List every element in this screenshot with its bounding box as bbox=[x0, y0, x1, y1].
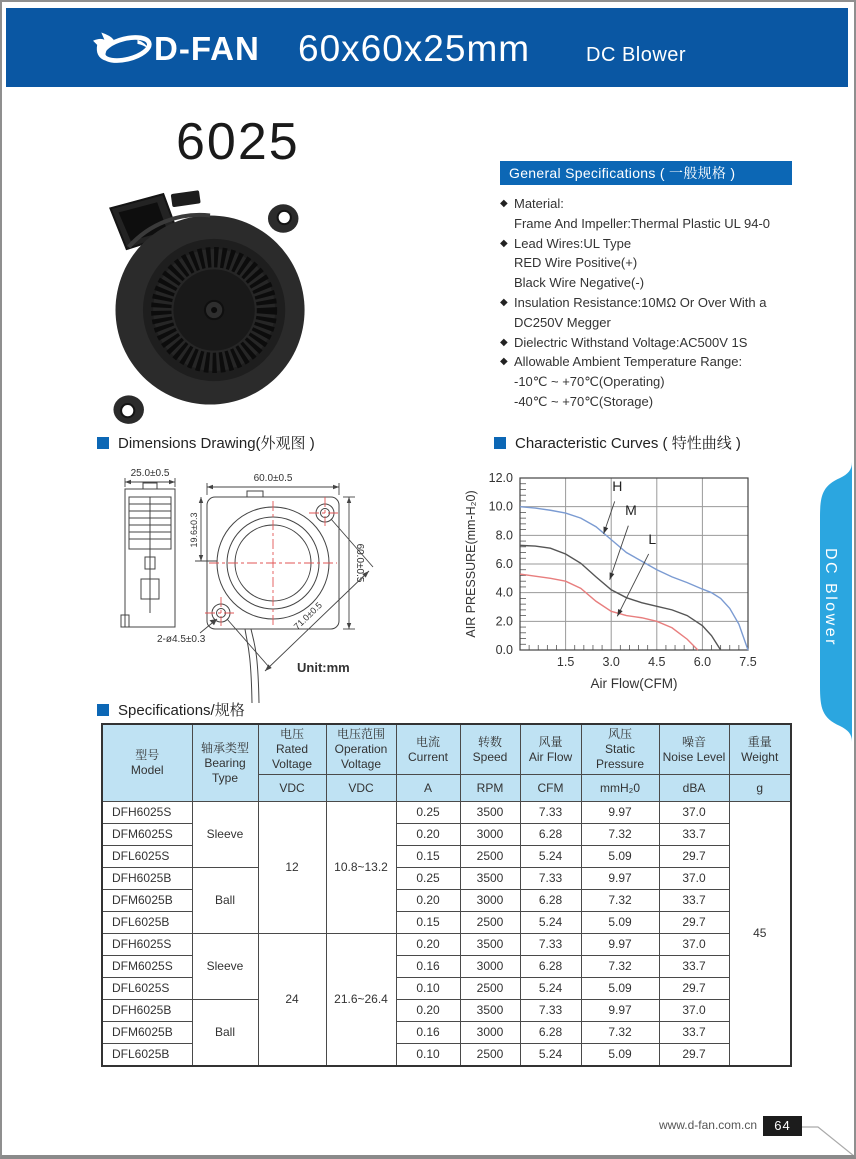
table-cell: DFH6025B bbox=[102, 868, 192, 890]
table-cell: 6.28 bbox=[520, 956, 581, 978]
table-cell: 5.09 bbox=[581, 912, 659, 934]
svg-text:1.5: 1.5 bbox=[556, 655, 575, 669]
dim-front-width: 60.0±0.5 bbox=[253, 473, 293, 484]
table-cell: 37.0 bbox=[659, 868, 729, 890]
col-header-bearing: 轴承类型 Bearing Type bbox=[192, 724, 258, 802]
section-bullet-icon bbox=[494, 437, 506, 449]
svg-text:12.0: 12.0 bbox=[488, 471, 513, 485]
spec-line-indent bbox=[500, 253, 514, 273]
table-cell: DFM6025B bbox=[102, 1022, 192, 1044]
diamond-bullet-icon: ◆ bbox=[500, 356, 508, 368]
general-spec-text: Insulation Resistance:10MΩ Or Over With a bbox=[514, 294, 767, 310]
weight-cell: 45 bbox=[729, 802, 791, 1067]
table-cell: 9.97 bbox=[581, 934, 659, 956]
bearing-cell: Sleeve bbox=[192, 802, 258, 868]
dim-diagonal: 71.0±0.5 bbox=[291, 600, 324, 632]
table-cell: 7.33 bbox=[520, 934, 581, 956]
table-cell: 5.09 bbox=[581, 978, 659, 1000]
section-bullet-icon bbox=[97, 437, 109, 449]
general-specs-list bbox=[500, 194, 792, 412]
unit-airflow: CFM bbox=[520, 775, 581, 802]
col-header-airflow: 风量 Air Flow bbox=[520, 724, 581, 775]
voltage-cell: 12 bbox=[258, 802, 326, 934]
table-cell: 0.16 bbox=[396, 956, 460, 978]
table-cell: 7.32 bbox=[581, 890, 659, 912]
table-cell: DFL6025S bbox=[102, 846, 192, 868]
general-spec-text: Lead Wires:UL Type bbox=[514, 235, 632, 251]
table-cell: DFH6025S bbox=[102, 934, 192, 956]
table-cell: 3500 bbox=[460, 802, 520, 824]
general-spec-line bbox=[500, 293, 792, 313]
product-photo bbox=[108, 186, 308, 432]
table-cell: 3000 bbox=[460, 824, 520, 846]
table-cell: 0.20 bbox=[396, 1000, 460, 1022]
table-cell: 7.33 bbox=[520, 1000, 581, 1022]
general-spec-line bbox=[500, 214, 792, 234]
svg-text:8.0: 8.0 bbox=[495, 528, 513, 543]
section-title-text: Characteristic Curves ( 特性曲线 ) bbox=[515, 435, 741, 452]
general-spec-text: RED Wire Positive(+) bbox=[514, 255, 638, 271]
table-cell: 29.7 bbox=[659, 912, 729, 934]
table-cell: 7.32 bbox=[581, 824, 659, 846]
col-header-speed: 转数 Speed bbox=[460, 724, 520, 775]
svg-text:Air Flow(CFM): Air Flow(CFM) bbox=[590, 676, 678, 691]
dim-front-height: 60.0±0.5 bbox=[354, 543, 365, 583]
general-spec-line bbox=[500, 392, 792, 412]
table-cell: 0.16 bbox=[396, 1022, 460, 1044]
table-cell: 2500 bbox=[460, 1044, 520, 1067]
table-row bbox=[102, 802, 791, 824]
svg-text:L: L bbox=[648, 530, 657, 547]
svg-text:6.0: 6.0 bbox=[495, 557, 513, 571]
table-cell: 3000 bbox=[460, 890, 520, 912]
diamond-bullet-icon: ◆ bbox=[500, 336, 508, 348]
table-cell: 33.7 bbox=[659, 890, 729, 912]
spec-line-indent bbox=[500, 392, 514, 412]
table-cell: 6.28 bbox=[520, 1022, 581, 1044]
header-size-text: 60x60x25mm bbox=[298, 28, 531, 69]
table-row bbox=[102, 868, 791, 890]
general-spec-line bbox=[500, 372, 792, 392]
svg-text:M: M bbox=[625, 502, 637, 519]
table-cell: 0.20 bbox=[396, 824, 460, 846]
table-cell: 0.15 bbox=[396, 912, 460, 934]
bearing-cell: Ball bbox=[192, 868, 258, 934]
bearing-cell: Ball bbox=[192, 1000, 258, 1067]
table-cell: 7.33 bbox=[520, 868, 581, 890]
diamond-bullet-icon: ◆ bbox=[500, 237, 508, 249]
general-spec-text: Material: bbox=[514, 196, 564, 211]
general-spec-line bbox=[500, 352, 792, 372]
brand-name: D-FAN bbox=[154, 30, 260, 67]
svg-text:4.5: 4.5 bbox=[648, 655, 666, 669]
general-spec-text: Dielectric Withstand Voltage:AC500V 1S bbox=[514, 334, 748, 350]
dimensions-drawing bbox=[97, 457, 469, 705]
svg-text:7.5: 7.5 bbox=[739, 655, 757, 669]
table-cell: 0.25 bbox=[396, 868, 460, 890]
spec-table bbox=[101, 723, 792, 1067]
general-spec-text: -10℃ ~ +70℃(Operating) bbox=[514, 374, 665, 390]
general-spec-text: Allowable Ambient Temperature Range: bbox=[514, 354, 743, 370]
table-cell: DFL6025S bbox=[102, 978, 192, 1000]
section-bullet-icon bbox=[97, 704, 109, 716]
page-number-badge: 64 bbox=[763, 1116, 802, 1136]
bearing-cell: Sleeve bbox=[192, 934, 258, 1000]
table-cell: 3000 bbox=[460, 956, 520, 978]
dim-holes: 2-ø4.5±0.3 bbox=[157, 634, 206, 645]
table-cell: DFL6025B bbox=[102, 912, 192, 934]
col-header-static-pressure: 风压 Static Pressure bbox=[581, 724, 659, 775]
unit-current: A bbox=[396, 775, 460, 802]
table-cell: 5.09 bbox=[581, 846, 659, 868]
svg-text:0.0: 0.0 bbox=[495, 643, 513, 657]
table-cell: DFL6025B bbox=[102, 1044, 192, 1067]
footer-website[interactable]: www.d-fan.com.cn bbox=[658, 1118, 757, 1132]
footer-corner-line bbox=[802, 1120, 856, 1158]
table-cell: 2500 bbox=[460, 912, 520, 934]
brand-logo bbox=[92, 26, 260, 72]
table-cell: 2500 bbox=[460, 846, 520, 868]
svg-text:6.0: 6.0 bbox=[693, 655, 712, 669]
dim-unit: Unit:mm bbox=[297, 660, 350, 675]
diamond-bullet-icon: ◆ bbox=[500, 296, 508, 308]
unit-weight: g bbox=[729, 775, 791, 802]
spec-line-indent bbox=[500, 214, 514, 234]
general-spec-line bbox=[500, 313, 792, 333]
section-title-specifications bbox=[97, 699, 245, 720]
unit-pressure: mmH₂0 bbox=[581, 775, 659, 802]
table-cell: DFM6025S bbox=[102, 956, 192, 978]
table-cell: 9.97 bbox=[581, 1000, 659, 1022]
table-cell: 37.0 bbox=[659, 934, 729, 956]
general-spec-text: DC250V Megger bbox=[514, 314, 611, 330]
unit-speed: RPM bbox=[460, 775, 520, 802]
general-specs-title: General Specifications ( 一般规格 ) bbox=[500, 161, 792, 185]
col-header-model: 型号 Model bbox=[102, 724, 192, 802]
header-bar bbox=[6, 8, 848, 87]
table-cell: 33.7 bbox=[659, 824, 729, 846]
diamond-bullet-icon: ◆ bbox=[500, 198, 508, 209]
section-title-text: Dimensions Drawing(外观图 ) bbox=[118, 435, 315, 452]
d-fan-logo-icon bbox=[92, 27, 154, 71]
characteristic-curves-chart bbox=[462, 460, 794, 698]
table-cell: 29.7 bbox=[659, 1044, 729, 1067]
voltage-cell: 24 bbox=[258, 934, 326, 1067]
general-spec-text: Frame And Impeller:Thermal Plastic UL 94-0 bbox=[514, 215, 771, 231]
spec-line-indent bbox=[500, 313, 514, 333]
table-cell: 7.32 bbox=[581, 1022, 659, 1044]
table-cell: 0.10 bbox=[396, 978, 460, 1000]
table-cell: DFH6025S bbox=[102, 802, 192, 824]
table-cell: 29.7 bbox=[659, 846, 729, 868]
dim-inlet-offset: 19.6±0.3 bbox=[189, 512, 199, 548]
col-header-weight: 重量 Weight bbox=[729, 724, 791, 775]
table-cell: 5.24 bbox=[520, 912, 581, 934]
table-cell: DFM6025B bbox=[102, 890, 192, 912]
table-cell: 37.0 bbox=[659, 1000, 729, 1022]
general-spec-line bbox=[500, 253, 792, 273]
spec-table-body bbox=[102, 802, 791, 1067]
table-cell: 9.97 bbox=[581, 802, 659, 824]
table-cell: 33.7 bbox=[659, 956, 729, 978]
table-cell: 37.0 bbox=[659, 802, 729, 824]
table-cell: 5.09 bbox=[581, 1044, 659, 1067]
general-spec-line bbox=[500, 234, 792, 254]
table-cell: 0.20 bbox=[396, 890, 460, 912]
table-cell: 5.24 bbox=[520, 1044, 581, 1067]
table-cell: 5.24 bbox=[520, 846, 581, 868]
general-specs-panel bbox=[500, 161, 792, 412]
table-cell: 5.24 bbox=[520, 978, 581, 1000]
table-cell: 3500 bbox=[460, 868, 520, 890]
section-title-dimensions bbox=[97, 432, 315, 453]
col-header-noise: 噪音 Noise Level bbox=[659, 724, 729, 775]
col-header-operation-voltage: 电压范围 Operation Voltage bbox=[326, 724, 396, 775]
svg-text:3.0: 3.0 bbox=[602, 655, 620, 669]
svg-text:AIR PRESSURE(mm-H₂0): AIR PRESSURE(mm-H₂0) bbox=[464, 490, 478, 638]
general-spec-text: Black Wire Negative(-) bbox=[514, 275, 645, 291]
spec-line-indent bbox=[500, 372, 514, 392]
table-cell: DFH6025B bbox=[102, 1000, 192, 1022]
operation-voltage-cell: 21.6~26.4 bbox=[326, 934, 396, 1067]
section-title-curves bbox=[494, 432, 741, 453]
side-tab-label[interactable]: DC Blower bbox=[822, 548, 839, 647]
table-cell: 0.10 bbox=[396, 1044, 460, 1067]
unit-noise: dBA bbox=[659, 775, 729, 802]
table-row bbox=[102, 934, 791, 956]
table-cell: 6.28 bbox=[520, 890, 581, 912]
section-title-text: Specifications/规格 bbox=[118, 702, 245, 719]
table-cell: 29.7 bbox=[659, 978, 729, 1000]
col-header-rated-voltage: 电压 Rated Voltage bbox=[258, 724, 326, 775]
product-model-title: 6025 bbox=[176, 113, 300, 171]
dim-side-width: 25.0±0.5 bbox=[130, 468, 170, 479]
svg-text:4.0: 4.0 bbox=[495, 585, 513, 600]
table-cell: 0.15 bbox=[396, 846, 460, 868]
unit-rated-voltage: VDC bbox=[258, 775, 326, 802]
general-spec-line bbox=[500, 273, 792, 293]
col-header-current: 电流 Current bbox=[396, 724, 460, 775]
table-cell: 3500 bbox=[460, 1000, 520, 1022]
operation-voltage-cell: 10.8~13.2 bbox=[326, 802, 396, 934]
general-spec-text: -40℃ ~ +70℃(Storage) bbox=[514, 393, 654, 409]
svg-text:2.0: 2.0 bbox=[495, 614, 513, 629]
svg-text:H: H bbox=[612, 477, 623, 494]
header-category-text: DC Blower bbox=[586, 44, 687, 66]
table-cell: 3000 bbox=[460, 1022, 520, 1044]
table-cell: 9.97 bbox=[581, 868, 659, 890]
table-cell: 33.7 bbox=[659, 1022, 729, 1044]
table-cell: 2500 bbox=[460, 978, 520, 1000]
unit-operation-voltage: VDC bbox=[326, 775, 396, 802]
table-cell: 0.25 bbox=[396, 802, 460, 824]
general-spec-line bbox=[500, 194, 792, 214]
table-cell: 0.20 bbox=[396, 934, 460, 956]
table-cell: 7.33 bbox=[520, 802, 581, 824]
table-row bbox=[102, 1000, 791, 1022]
table-cell: 6.28 bbox=[520, 824, 581, 846]
spec-line-indent bbox=[500, 273, 514, 293]
general-spec-line bbox=[500, 333, 792, 353]
table-cell: DFM6025S bbox=[102, 824, 192, 846]
table-cell: 3500 bbox=[460, 934, 520, 956]
svg-text:10.0: 10.0 bbox=[488, 499, 513, 514]
table-cell: 7.32 bbox=[581, 956, 659, 978]
